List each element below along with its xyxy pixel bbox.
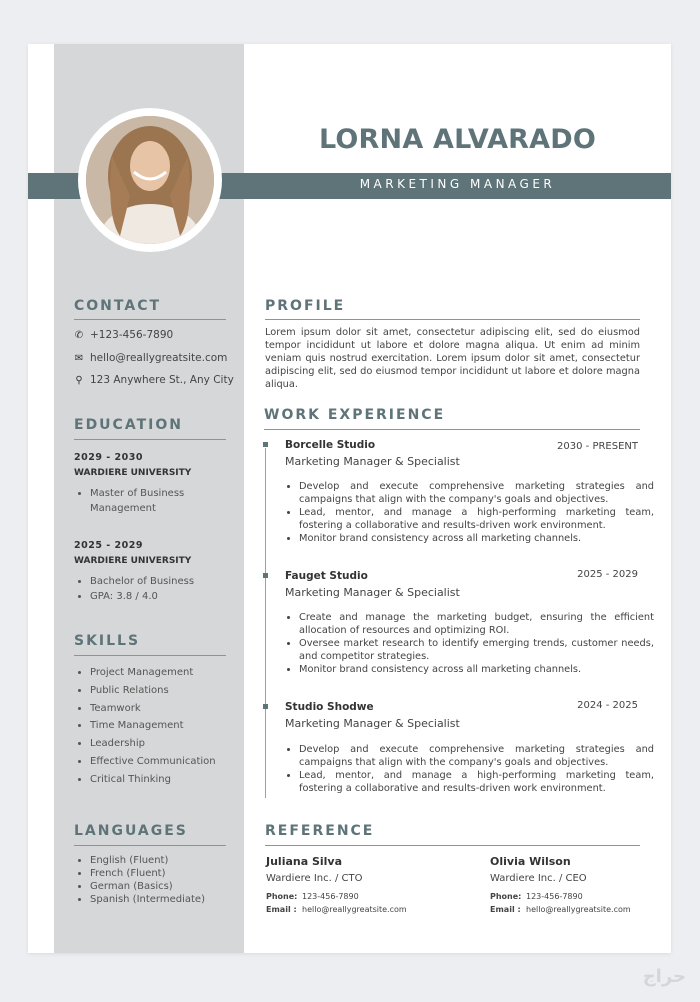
list-item: • Teamwork	[90, 700, 250, 718]
job-company: Fauget Studio	[285, 570, 368, 582]
list-item: • Monitor brand consistency across all marketing channels.	[299, 663, 654, 676]
phone-icon: ✆	[74, 330, 84, 341]
languages-divider	[74, 845, 226, 846]
list-item: • Time Management	[90, 717, 250, 735]
experience-divider	[264, 429, 640, 430]
profile-heading: PROFILE	[265, 298, 346, 314]
list-item: • Spanish (Intermediate)	[90, 893, 250, 906]
languages-list	[74, 854, 250, 906]
education-heading: EDUCATION	[74, 417, 183, 433]
education-details	[74, 574, 240, 604]
job-dates: 2024 - 2025	[577, 700, 638, 711]
list-item: • Oversee market research to identify emerging trends, customer needs, and competitor strategies.	[299, 637, 654, 663]
reference-name: Juliana Silva	[266, 855, 343, 868]
job-company: Studio Shodwe	[285, 701, 374, 713]
skills-divider	[74, 655, 226, 656]
job-bullets	[285, 480, 654, 545]
job-role: Marketing Manager & Specialist	[285, 586, 460, 599]
contact-divider	[74, 319, 226, 320]
list-item: • Effective Communication	[90, 753, 250, 771]
job-bullets	[285, 743, 654, 795]
profile-text: Lorem ipsum dolor sit amet, consectetur adipiscing elit, sed do eiusmod tempor incididunt ut labore et dolore magna aliqua. Ut enim ad minim veniam quis nostrud exercitation. Lorem ipsum dolor sit amet, consectetur adipiscing elit, sed do eiusmod tempor incididunt ut labore et dolore magna aliqua.	[265, 327, 640, 390]
education-years: 2029 - 2030	[74, 452, 143, 463]
list-item: • Monitor brand consistency across all marketing channels.	[299, 532, 654, 545]
mail-icon: ✉	[74, 353, 84, 364]
job-dates: 2030 - PRESENT	[557, 441, 638, 452]
list-item: • Develop and execute comprehensive marketing strategies and campaigns that align with the company's goals and objectives.	[299, 480, 654, 506]
list-item: • Public Relations	[90, 682, 250, 700]
list-item: • German (Basics)	[90, 880, 250, 893]
timeline-marker	[263, 704, 268, 709]
contact-phone[interactable]: ✆ +123-456-7890	[74, 329, 174, 341]
location-pin-icon: ⚲	[75, 375, 83, 386]
reference-name: Olivia Wilson	[490, 855, 571, 868]
list-item: • Project Management	[90, 664, 250, 682]
profile-photo	[86, 116, 214, 244]
job-bullets	[285, 611, 654, 676]
list-item: • Bachelor of Business	[90, 574, 240, 589]
education-school: WARDIERE UNIVERSITY	[74, 468, 192, 478]
contact-heading: CONTACT	[74, 298, 162, 314]
candidate-title: MARKETING MANAGER	[359, 177, 556, 191]
education-school: WARDIERE UNIVERSITY	[74, 556, 192, 566]
reference-phone: Phone: 123-456-7890	[490, 892, 583, 901]
reference-heading: REFERENCE	[265, 823, 375, 839]
list-item: • French (Fluent)	[90, 867, 250, 880]
list-item: • Develop and execute comprehensive marketing strategies and campaigns that align with the company's goals and objectives.	[299, 743, 654, 769]
list-item: • Master of Business Management	[90, 486, 230, 516]
reference-org: Wardiere Inc. / CTO	[266, 873, 363, 884]
job-role: Marketing Manager & Specialist	[285, 717, 460, 730]
list-item: • Create and manage the marketing budget, ensuring the efficient allocation of resources and optimizing ROI.	[299, 611, 654, 637]
list-item: • Lead, mentor, and manage a high-performing marketing team, fostering a collaborative and results-driven work environment.	[299, 769, 654, 795]
resume-page	[28, 44, 671, 953]
contact-email[interactable]: ✉ hello@reallygreatsite.com	[74, 352, 228, 364]
reference-divider	[265, 845, 640, 846]
list-item: • GPA: 3.8 / 4.0	[90, 589, 240, 604]
list-item: • Lead, mentor, and manage a high-performing marketing team, fostering a collaborative and results-driven work environment.	[299, 506, 654, 532]
list-item: • Critical Thinking	[90, 771, 250, 789]
reference-email[interactable]: Email : hello@reallygreatsite.com	[490, 905, 631, 914]
languages-heading: LANGUAGES	[74, 823, 188, 839]
job-company: Borcelle Studio	[285, 439, 376, 451]
reference-org: Wardiere Inc. / CEO	[490, 873, 587, 884]
skills-heading: SKILLS	[74, 633, 141, 649]
profile-divider	[265, 319, 640, 320]
list-item: • Leadership	[90, 735, 250, 753]
reference-phone: Phone: 123-456-7890	[266, 892, 359, 901]
job-role: Marketing Manager & Specialist	[285, 455, 460, 468]
site-watermark: حراج	[642, 966, 686, 987]
skills-list	[74, 664, 250, 789]
candidate-name: LORNA ALVARADO	[318, 124, 597, 155]
job-dates: 2025 - 2029	[577, 569, 638, 580]
timeline-line	[265, 448, 266, 798]
education-divider	[74, 439, 226, 440]
reference-email[interactable]: Email : hello@reallygreatsite.com	[266, 905, 407, 914]
timeline-marker	[263, 442, 268, 447]
timeline-marker	[263, 573, 268, 578]
education-years: 2025 - 2029	[74, 540, 143, 551]
education-details	[74, 486, 230, 516]
contact-address: ⚲ 123 Anywhere St., Any City	[75, 374, 234, 386]
list-item: • English (Fluent)	[90, 854, 250, 867]
experience-heading: WORK EXPERIENCE	[264, 407, 446, 423]
